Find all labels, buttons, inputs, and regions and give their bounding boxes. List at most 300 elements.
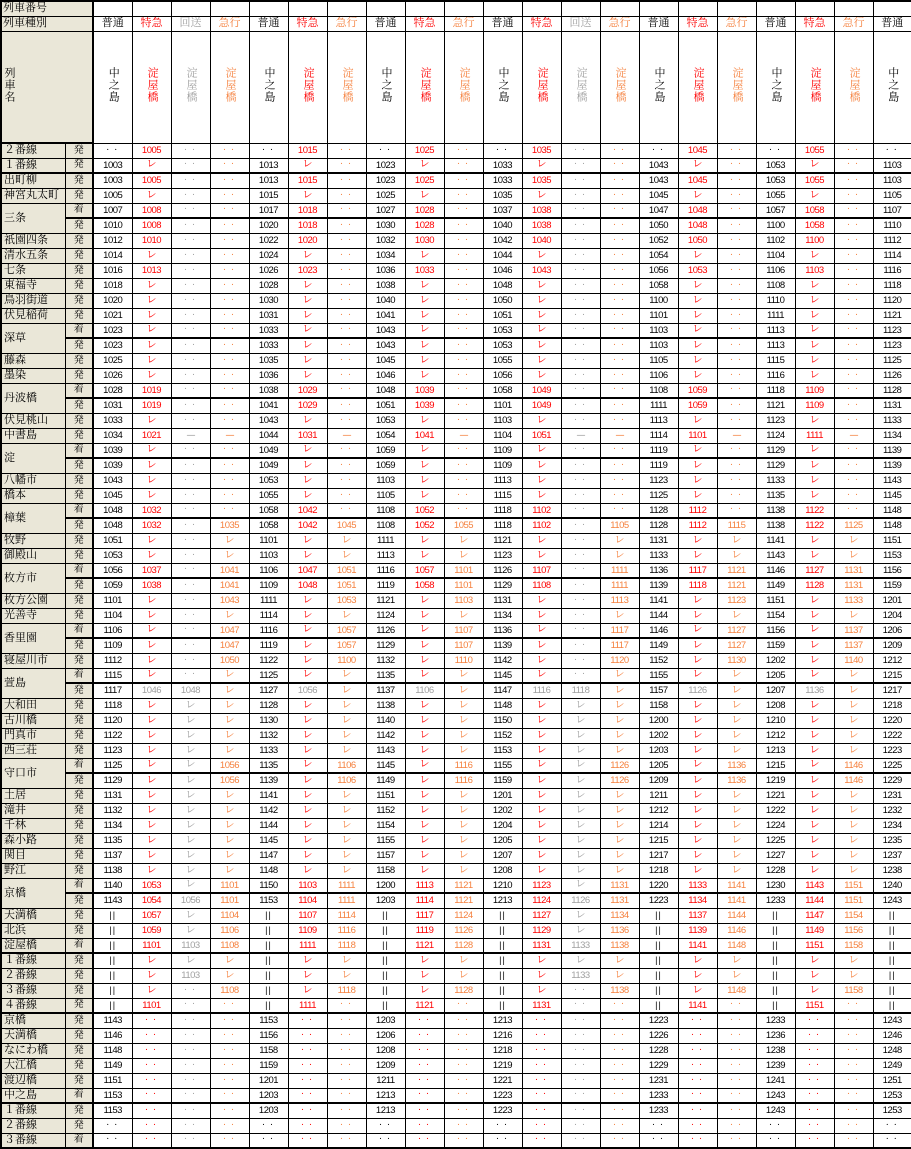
time-cell: ・・ [834, 158, 873, 173]
time-cell: 1104 [93, 608, 132, 623]
time-cell: 1053 [327, 593, 366, 608]
time-cell: || [366, 938, 405, 953]
time-cell: ・・ [210, 203, 249, 218]
time-cell: 1128 [795, 578, 834, 593]
time-cell: レ [132, 278, 171, 293]
station-row [1, 158, 911, 173]
time-cell: ・・ [600, 173, 639, 188]
time-cell: レ [561, 818, 600, 833]
time-cell: レ [522, 353, 561, 368]
time-cell: レ [561, 848, 600, 863]
time-cell: ・・ [210, 1133, 249, 1148]
time-cell: 1058 [795, 203, 834, 218]
time-cell: 1025 [405, 173, 444, 188]
time-cell: 1128 [639, 503, 678, 518]
time-cell: ・・ [444, 1103, 483, 1118]
time-cell: レ [444, 803, 483, 818]
time-cell: ・・ [600, 458, 639, 473]
time-cell: レ [678, 668, 717, 683]
station-name: 京橋 [1, 1013, 65, 1028]
dep-arr-mark: 発 [65, 893, 93, 908]
time-cell: 1110 [873, 218, 911, 233]
time-cell: 1211 [639, 788, 678, 803]
time-cell: ・・ [600, 353, 639, 368]
time-cell: 1111 [795, 428, 834, 443]
time-cell: レ [210, 953, 249, 968]
time-cell: ・・ [795, 1043, 834, 1058]
time-cell: レ [171, 743, 210, 758]
time-cell: レ [405, 953, 444, 968]
time-cell: ・・ [561, 158, 600, 173]
time-cell: ・・ [561, 608, 600, 623]
time-cell: ・・ [327, 443, 366, 458]
time-cell: ・・ [171, 383, 210, 398]
time-cell: ・・ [600, 503, 639, 518]
time-cell: 1212 [756, 728, 795, 743]
time-cell: 1053 [93, 548, 132, 563]
time-cell: 1046 [483, 263, 522, 278]
time-cell: レ [132, 713, 171, 728]
time-cell: 1240 [873, 878, 911, 893]
time-cell: 1053 [756, 158, 795, 173]
dep-arr-mark: 着 [65, 443, 93, 458]
time-cell: 1019 [132, 398, 171, 413]
dep-arr-mark: 発 [65, 698, 93, 713]
train-number-cell [717, 1, 756, 16]
time-cell: 1223 [483, 1088, 522, 1103]
time-cell: 1237 [873, 848, 911, 863]
time-cell: ・・ [717, 278, 756, 293]
time-cell: 1222 [756, 803, 795, 818]
time-cell: レ [327, 548, 366, 563]
time-cell: || [366, 923, 405, 938]
train-number-cell [249, 1, 288, 16]
time-cell: 1020 [93, 293, 132, 308]
time-cell: 1210 [756, 713, 795, 728]
time-cell: 1116 [756, 368, 795, 383]
time-cell: ・・ [834, 233, 873, 248]
time-cell: レ [522, 983, 561, 998]
time-cell: レ [600, 713, 639, 728]
time-cell: レ [288, 773, 327, 788]
time-cell: レ [405, 593, 444, 608]
time-cell: ・・ [561, 623, 600, 638]
time-cell: ・・ [444, 1088, 483, 1103]
train-type-cell: 普通 [93, 16, 132, 31]
time-cell: レ [288, 338, 327, 353]
time-cell: レ [132, 698, 171, 713]
time-cell: 1118 [483, 503, 522, 518]
time-cell: ・・ [717, 398, 756, 413]
time-cell: 1110 [756, 293, 795, 308]
time-cell: レ [600, 668, 639, 683]
dep-arr-mark: 発 [65, 233, 93, 248]
dep-arr-mark: 発 [65, 293, 93, 308]
time-cell: 1148 [873, 518, 911, 533]
time-cell: 1052 [405, 503, 444, 518]
dep-arr-mark: 発 [65, 863, 93, 878]
time-cell: レ [717, 848, 756, 863]
time-cell: レ [210, 548, 249, 563]
time-cell: 1112 [873, 233, 911, 248]
time-cell: ・・ [600, 1043, 639, 1058]
time-cell: レ [405, 323, 444, 338]
time-cell: レ [132, 638, 171, 653]
time-cell: ・・ [561, 338, 600, 353]
time-cell: ・・ [717, 1028, 756, 1043]
time-cell: 1029 [288, 398, 327, 413]
time-cell: 1054 [366, 428, 405, 443]
time-cell: レ [678, 848, 717, 863]
time-cell: レ [327, 833, 366, 848]
time-cell: 1158 [834, 938, 873, 953]
time-cell: レ [288, 653, 327, 668]
time-cell: 1145 [249, 833, 288, 848]
train-type-row [1, 16, 911, 31]
time-cell: 1131 [483, 593, 522, 608]
time-cell: 1119 [639, 443, 678, 458]
time-cell: 1051 [483, 308, 522, 323]
time-cell: ・・ [717, 353, 756, 368]
time-cell: ・・ [834, 1103, 873, 1118]
time-cell: ・・ [327, 1073, 366, 1088]
time-cell: 1217 [873, 683, 911, 698]
dep-arr-mark: 発 [65, 653, 93, 668]
time-cell: 1041 [366, 308, 405, 323]
time-cell: レ [522, 323, 561, 338]
time-cell: 1055 [483, 353, 522, 368]
time-cell: 1129 [756, 443, 795, 458]
time-cell: || [249, 938, 288, 953]
time-cell: 1206 [873, 623, 911, 638]
time-cell: 1123 [522, 878, 561, 893]
time-cell: 1203 [366, 1013, 405, 1028]
time-cell: 1159 [873, 578, 911, 593]
time-cell: レ [288, 698, 327, 713]
time-cell: 1026 [249, 263, 288, 278]
train-destination-cell: 淀屋橋 [132, 31, 171, 143]
time-cell: ・・ [561, 383, 600, 398]
time-cell: ・・ [561, 998, 600, 1013]
station-row [1, 1103, 911, 1118]
time-cell: ・・ [171, 608, 210, 623]
time-cell: ・・ [444, 458, 483, 473]
time-cell: 1050 [210, 653, 249, 668]
time-cell: ・・ [210, 338, 249, 353]
time-cell: レ [171, 758, 210, 773]
time-cell: ・・ [561, 578, 600, 593]
time-cell: 1139 [483, 638, 522, 653]
station-name: 東福寺 [1, 278, 65, 293]
time-cell: ・・ [678, 1043, 717, 1058]
time-cell: 1020 [288, 233, 327, 248]
time-cell: 1146 [93, 1028, 132, 1043]
time-cell: レ [132, 248, 171, 263]
time-cell: ・・ [444, 338, 483, 353]
station-row [1, 263, 911, 278]
time-cell: レ [717, 953, 756, 968]
time-cell: 1113 [405, 878, 444, 893]
time-cell: 1032 [132, 518, 171, 533]
time-cell: 1135 [366, 668, 405, 683]
time-cell: レ [405, 728, 444, 743]
time-cell: 1055 [249, 488, 288, 503]
time-cell: 1230 [756, 878, 795, 893]
time-cell: 1223 [639, 1013, 678, 1028]
time-cell: 1101 [210, 878, 249, 893]
time-cell: 1056 [288, 683, 327, 698]
train-type-cell: 普通 [483, 16, 522, 31]
time-cell: ・・ [561, 173, 600, 188]
time-cell: レ [444, 713, 483, 728]
time-cell: 1235 [873, 833, 911, 848]
time-cell: レ [795, 653, 834, 668]
time-cell: レ [327, 818, 366, 833]
dep-arr-mark: 発 [65, 593, 93, 608]
station-row [1, 173, 911, 188]
time-cell: 1108 [522, 578, 561, 593]
time-cell: 1025 [366, 188, 405, 203]
time-cell: 1102 [756, 233, 795, 248]
time-cell: ・・ [171, 458, 210, 473]
time-cell: 1154 [834, 908, 873, 923]
time-cell: 1119 [366, 578, 405, 593]
time-cell: ・・ [327, 413, 366, 428]
time-cell: ・・ [834, 368, 873, 383]
time-cell: 1037 [132, 563, 171, 578]
station-name: 枚方公園 [1, 593, 65, 608]
time-cell: 1139 [249, 773, 288, 788]
time-cell: ・・ [639, 143, 678, 158]
time-cell: 1126 [873, 368, 911, 383]
time-cell: ・・ [444, 278, 483, 293]
time-cell: レ [132, 728, 171, 743]
time-cell: 1153 [873, 548, 911, 563]
time-cell: 1132 [366, 653, 405, 668]
time-cell: 1059 [93, 578, 132, 593]
time-cell: ・・ [834, 398, 873, 413]
time-cell: レ [132, 548, 171, 563]
time-cell: 1053 [483, 338, 522, 353]
time-cell: || [873, 938, 911, 953]
dep-arr-mark: 発 [65, 1058, 93, 1073]
time-cell: 1101 [132, 998, 171, 1013]
dep-arr-mark: 発 [65, 458, 93, 473]
time-cell: レ [132, 758, 171, 773]
time-cell: レ [522, 293, 561, 308]
time-cell: レ [522, 623, 561, 638]
time-cell: || [756, 953, 795, 968]
time-cell: 1058 [639, 278, 678, 293]
time-cell: レ [795, 338, 834, 353]
time-cell: 1049 [249, 458, 288, 473]
time-cell: レ [795, 833, 834, 848]
time-cell: ・・ [600, 368, 639, 383]
time-cell: 1050 [639, 218, 678, 233]
time-cell: 1126 [561, 893, 600, 908]
station-row [1, 698, 911, 713]
time-cell: 1003 [93, 173, 132, 188]
time-cell: || [639, 923, 678, 938]
dep-arr-mark: 着 [65, 203, 93, 218]
time-cell: 1213 [366, 1103, 405, 1118]
time-cell: レ [522, 728, 561, 743]
dep-arr-mark: 発 [65, 1028, 93, 1043]
time-cell: 1118 [483, 518, 522, 533]
time-cell: ・・ [327, 353, 366, 368]
time-cell: ・・ [678, 1058, 717, 1073]
time-cell: レ [327, 608, 366, 623]
station-row [1, 923, 911, 938]
station-row [1, 458, 911, 473]
dep-arr-mark: 発 [65, 353, 93, 368]
time-cell: ・・ [132, 1103, 171, 1118]
time-cell: ・・ [600, 488, 639, 503]
time-cell: 1126 [678, 683, 717, 698]
time-cell: ・・ [639, 1118, 678, 1133]
time-cell: || [873, 923, 911, 938]
time-cell: 1125 [873, 353, 911, 368]
time-cell: ・・ [561, 1058, 600, 1073]
time-cell: ・・ [132, 1133, 171, 1148]
time-cell: 1203 [639, 743, 678, 758]
time-cell: 1151 [795, 998, 834, 1013]
time-cell: || [249, 983, 288, 998]
time-cell: ・・ [171, 248, 210, 263]
time-cell: ・・ [327, 218, 366, 233]
time-cell: 1229 [873, 773, 911, 788]
time-cell: レ [600, 683, 639, 698]
time-cell: || [639, 968, 678, 983]
time-cell: 1202 [639, 728, 678, 743]
time-cell: ・・ [600, 998, 639, 1013]
time-cell: 1238 [873, 863, 911, 878]
time-cell: レ [132, 533, 171, 548]
time-cell: レ [210, 848, 249, 863]
time-cell: ・・ [600, 263, 639, 278]
time-cell: 1123 [756, 413, 795, 428]
time-cell: 1141 [678, 998, 717, 1013]
time-cell: 1138 [600, 938, 639, 953]
station-name: 森小路 [1, 833, 65, 848]
time-cell: ・・ [171, 473, 210, 488]
time-cell: レ [210, 743, 249, 758]
time-cell: ・・ [600, 323, 639, 338]
station-row [1, 233, 911, 248]
time-cell: レ [795, 638, 834, 653]
time-cell: 1101 [678, 428, 717, 443]
station-row [1, 563, 911, 578]
time-cell: || [639, 998, 678, 1013]
time-cell: ---- [561, 428, 600, 443]
time-cell: 1058 [483, 383, 522, 398]
time-cell: ・・ [561, 503, 600, 518]
time-cell: ・・ [210, 1028, 249, 1043]
time-cell: レ [444, 743, 483, 758]
time-cell: 1101 [210, 893, 249, 908]
time-cell: ・・ [171, 1013, 210, 1028]
time-cell: 1042 [288, 518, 327, 533]
time-cell: 1142 [483, 653, 522, 668]
dep-arr-mark: 発 [65, 278, 93, 293]
time-cell: レ [678, 638, 717, 653]
time-cell: 1208 [366, 1043, 405, 1058]
time-cell: レ [834, 713, 873, 728]
time-cell: レ [444, 533, 483, 548]
time-cell: レ [522, 413, 561, 428]
time-cell: ・・ [210, 488, 249, 503]
time-cell: 1133 [873, 413, 911, 428]
time-cell: 1056 [483, 368, 522, 383]
time-cell: 1110 [444, 653, 483, 668]
time-cell: レ [678, 818, 717, 833]
time-cell: 1117 [405, 908, 444, 923]
time-cell: 1023 [288, 263, 327, 278]
time-cell: 1134 [93, 818, 132, 833]
time-cell: ・・ [717, 173, 756, 188]
time-cell: レ [405, 968, 444, 983]
time-cell: 1207 [483, 848, 522, 863]
time-cell: 1227 [756, 848, 795, 863]
time-cell: 1149 [93, 1058, 132, 1073]
time-cell: ・・ [522, 1118, 561, 1133]
time-cell: 1101 [444, 578, 483, 593]
time-cell: 1038 [249, 383, 288, 398]
time-cell: 1025 [405, 143, 444, 158]
time-cell: 1146 [834, 758, 873, 773]
time-cell: ・・ [288, 1028, 327, 1043]
time-cell: 1131 [600, 878, 639, 893]
time-cell: 1053 [483, 323, 522, 338]
time-cell: ・・ [327, 458, 366, 473]
time-cell: ・・ [834, 353, 873, 368]
time-cell: レ [288, 968, 327, 983]
time-cell: ・・ [834, 503, 873, 518]
time-cell: 1151 [834, 893, 873, 908]
time-cell: 1205 [639, 758, 678, 773]
time-cell: ・・ [600, 1103, 639, 1118]
time-cell: ・・ [171, 443, 210, 458]
time-cell: 1005 [132, 173, 171, 188]
time-cell: レ [405, 773, 444, 788]
time-cell: 1107 [873, 203, 911, 218]
time-cell: 1136 [717, 758, 756, 773]
time-cell: 1249 [873, 1058, 911, 1073]
time-cell: 1205 [483, 833, 522, 848]
station-row [1, 293, 911, 308]
station-name: ２番線 [1, 968, 65, 983]
time-cell: 1243 [873, 893, 911, 908]
time-cell: レ [405, 308, 444, 323]
train-number-cell [93, 1, 132, 16]
station-row [1, 548, 911, 563]
time-cell: ・・ [717, 218, 756, 233]
time-cell: レ [132, 848, 171, 863]
time-cell: ・・ [444, 1133, 483, 1148]
time-cell: || [873, 968, 911, 983]
time-cell: 1121 [717, 578, 756, 593]
time-cell: ・・ [717, 503, 756, 518]
time-cell: 1228 [639, 1043, 678, 1058]
time-cell: レ [210, 668, 249, 683]
time-cell: 1141 [639, 593, 678, 608]
time-cell: レ [132, 593, 171, 608]
time-cell: ・・ [132, 1043, 171, 1058]
station-row [1, 143, 911, 158]
time-cell: レ [522, 818, 561, 833]
time-cell: 1043 [210, 593, 249, 608]
time-cell: 1038 [366, 278, 405, 293]
